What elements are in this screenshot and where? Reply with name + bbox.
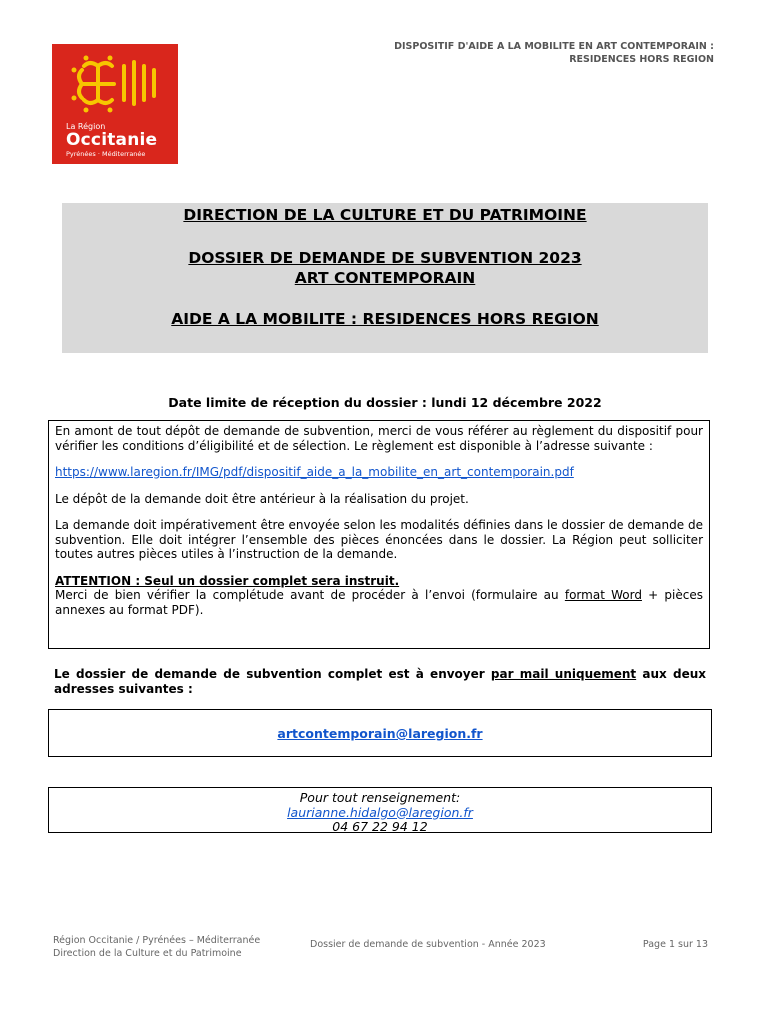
title-line-1: DIRECTION DE LA CULTURE ET DU PATRIMOINE: [183, 206, 587, 224]
info-paragraph-1: En amont de tout dépôt de demande de subvention, merci de vous référer au règlement du dispositif pour vérifier les conditions d’éligibilité et de sélection. Le règlement est disponible à l’adresse suivante :: [55, 424, 703, 453]
contact-phone: 04 67 22 94 12: [332, 819, 428, 834]
info-paragraph-3: La demande doit impérativement être envoyée selon les modalités définies dans le dossier de demande de subvention. Elle doit intégrer l’ensemble des pièces énoncées dans le dossier. La Région peut solliciter toutes autres pièces utiles à l’instruction de la demande.: [55, 518, 703, 561]
send-instructions: [54, 667, 706, 696]
logo-line-3: Pyrénées · Méditerranée: [66, 150, 146, 158]
logo-line-1: La Région: [66, 122, 106, 131]
send-text-b: aux deux adresses suivantes :: [54, 667, 706, 696]
occitan-cross-icon: [52, 44, 178, 122]
deadline: Date limite de réception du dossier : lundi 12 décembre 2022: [168, 395, 602, 410]
title-block: [62, 203, 708, 353]
title-line-2: DOSSIER DE DEMANDE DE SUBVENTION 2023: [188, 249, 582, 267]
info-box: [48, 420, 710, 649]
footer-left-line-2: Direction de la Culture et du Patrimoine: [53, 948, 242, 959]
send-text-emphasis: par mail uniquement: [490, 667, 637, 681]
header-line-2: RESIDENCES HORS REGION: [569, 54, 714, 65]
region-occitanie-logo: [52, 44, 178, 164]
logo-wordmark: [66, 122, 157, 158]
attention-notice: ATTENTION : Seul un dossier complet sera instruit.: [55, 573, 400, 588]
contact-box: [48, 787, 712, 833]
footer-center: Dossier de demande de subvention - Année 2023: [310, 939, 546, 950]
page-number: Page 1 sur 13: [642, 939, 708, 950]
logo-line-2: Occitanie: [66, 130, 158, 150]
format-word-text: format Word: [564, 588, 642, 602]
info-paragraph-4a: Merci de bien vérifier la complétude avant de procéder à l’envoi (formulaire au: [55, 588, 565, 602]
submission-email-link[interactable]: artcontemporain@laregion.fr: [277, 726, 483, 741]
reglement-link[interactable]: https://www.laregion.fr/IMG/pdf/dispositif_aide_a_la_mobilite_en_art_contemporain.pdf: [55, 465, 574, 479]
footer-left: [53, 934, 260, 960]
title-line-3: ART CONTEMPORAIN: [294, 269, 476, 287]
send-text-a: Le dossier de demande de subvention complet est à envoyer: [54, 667, 491, 681]
footer-left-line-1: Région Occitanie / Pyrénées – Méditerranée: [53, 935, 261, 946]
info-paragraph-4b: + pièces annexes au format PDF).: [55, 588, 703, 617]
title-line-4: AIDE A LA MOBILITE : RESIDENCES HORS REGION: [171, 310, 599, 328]
contact-email-link[interactable]: laurianne.hidalgo@laregion.fr: [287, 804, 473, 820]
info-paragraph-4: [55, 574, 703, 618]
email-box: [48, 709, 712, 757]
header-line-1: DISPOSITIF D'AIDE A LA MOBILITE EN ART CONTEMPORAIN :: [394, 41, 714, 52]
contact-label: Pour tout renseignement:: [299, 790, 461, 805]
info-paragraph-2: Le dépôt de la demande doit être antérieur à la réalisation du projet.: [55, 491, 469, 506]
document-header: [354, 40, 714, 66]
